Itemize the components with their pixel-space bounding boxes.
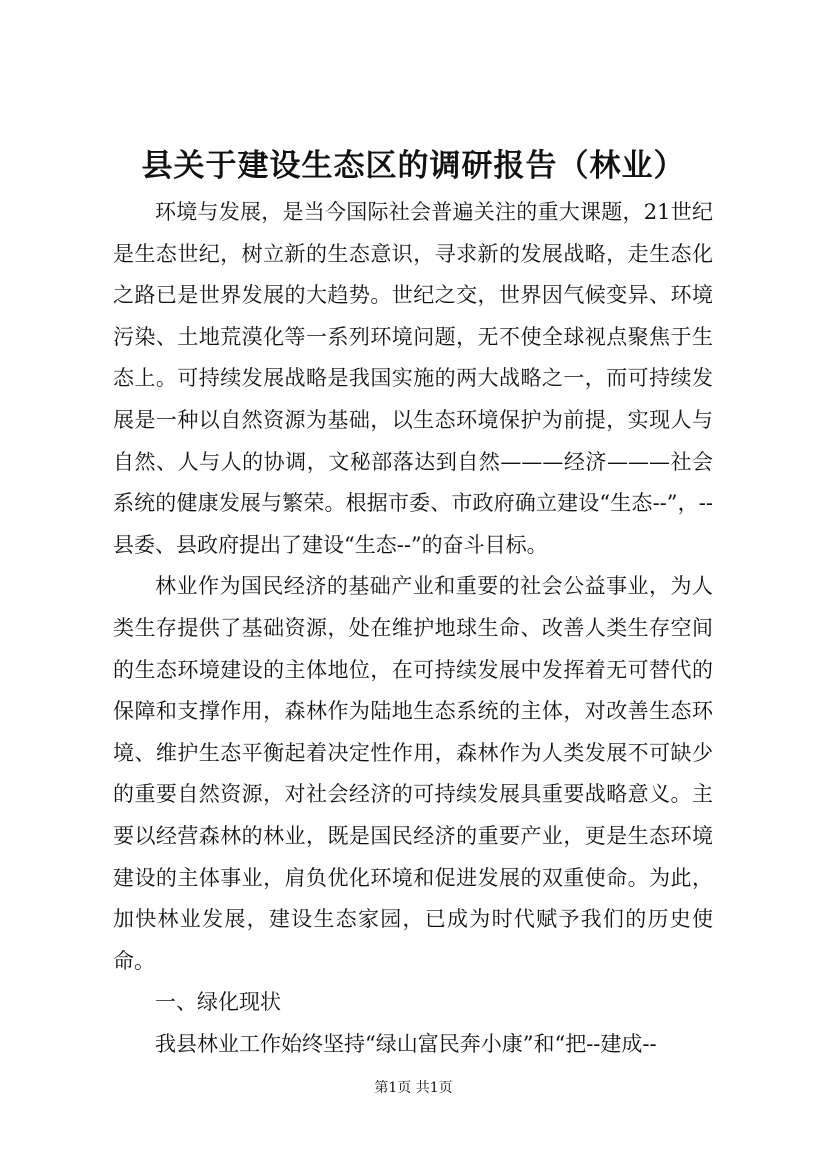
document-body (113, 192, 713, 1065)
section-heading: 一、绿化现状 (155, 990, 281, 1015)
paragraph-status: 我县林业工作始终坚持“绿山富民奔小康”和“把--建成-- (155, 1031, 657, 1056)
document-title: 县关于建设生态区的调研报告（林业） (141, 148, 686, 184)
paragraph-forestry: 林业作为国民经济的基础产业和重要的社会公益事业，为人类生存提供了基础资源，处在维护地球生命、改善人类生存空间的生态环境建设的主体地位，在可持续发展中发挥着无可替代的保障和支撑作用，森林作为陆地生态系统的主体，对改善生态环境、维护生态平衡起着决定性作用，森林作为人类发展不可缺少的重要自然资源，对社会经济的可持续发展具重要战略意义。主要以经营森林的林业，既是国民经济的重要产业，更是生态环境建设的主体事业，肩负优化环境和促进发展的双重使命。为此，加快林业发展，建设生态家园，已成为时代赋予我们的历史使命。 (113, 574, 713, 973)
page-footer: 第1页 共1页 (374, 1080, 453, 1096)
paragraph-intro: 环境与发展，是当今国际社会普遍关注的重大课题，21世纪是生态世纪，树立新的生态意识，寻求新的发展战略，走生态化之路已是世界发展的大趋势。世纪之交，世界因气候变异、环境污染、土地荒漠化等一系列环境问题，无不使全球视点聚焦于生态上。可持续发展战略是我国实施的两大战略之一，而可持续发展是一种以自然资源为基础，以生态环境保护为前提，实现人与自然、人与人的协调，文秘部落达到自然———经济———社会系统的健康发展与繁荣。根据市委、市政府确立建设“生态--”，--县委、县政府提出了建设“生态--”的奋斗目标。 (113, 200, 713, 557)
